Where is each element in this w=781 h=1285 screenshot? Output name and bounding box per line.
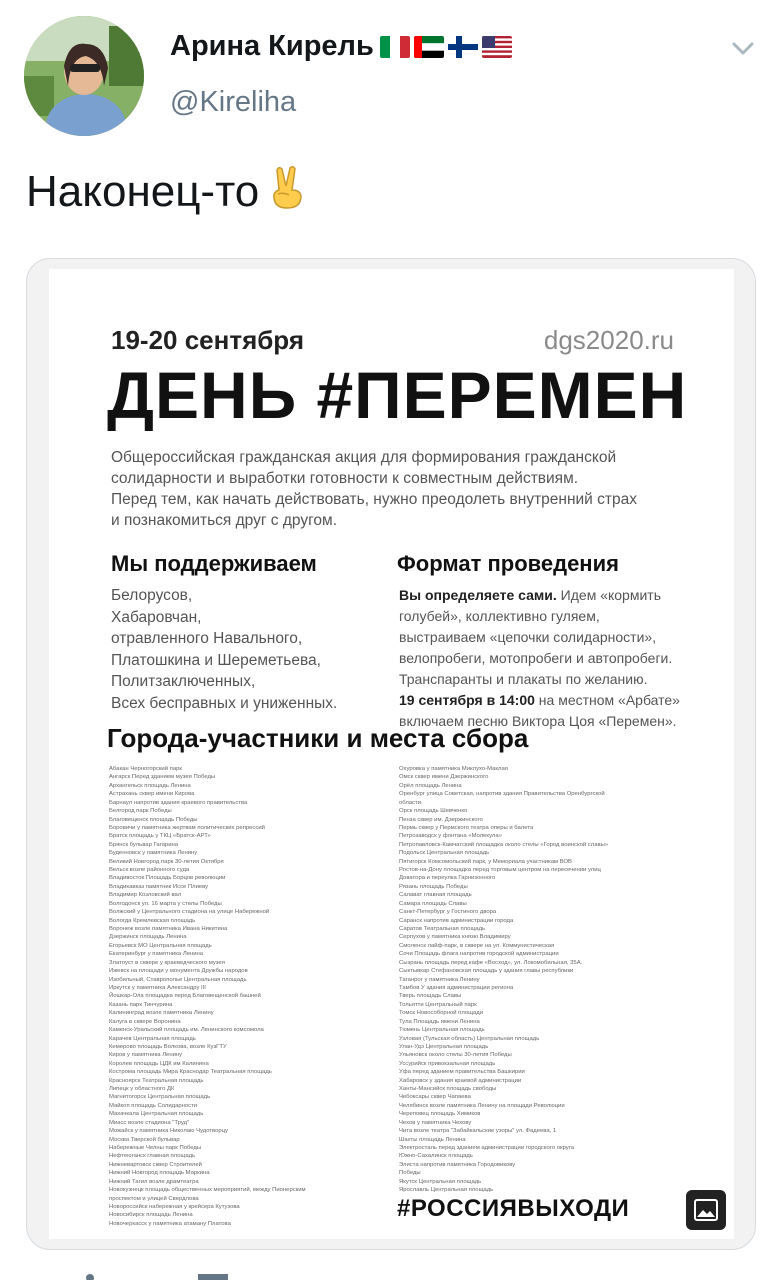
city-entry: Пятигорск Комсомольский парк, у Мемориала участникам ВОВ (399, 858, 572, 865)
city-entry: Уфа перед зданием правительства Башкирии (399, 1069, 525, 1076)
poster-date: 19-20 сентября (111, 325, 305, 355)
city-entry: Ангарск Перед зданием музея Победы (109, 774, 216, 781)
city-entry: проспектом и улицей Свердлова (109, 1195, 199, 1202)
poster-hashtag: #РОССИЯВЫХОДИ (397, 1195, 630, 1222)
format-time: 19 сентября в 14:00 (399, 692, 535, 708)
city-entry: Смоленск лайф-парк, в сквере на ул. Коммунистическая (399, 942, 555, 949)
city-entry: Нижневартовск сквер Строителей (109, 1161, 202, 1168)
name-row (170, 30, 512, 63)
support-item: Политзаключенных, (111, 673, 256, 690)
city-entry: Санкт-Петербург у Гостиного двора (399, 909, 497, 916)
poster-image (49, 269, 734, 1239)
city-entry: Улан-Удэ Центральная площадь (399, 1043, 489, 1050)
city-entry: Пермь сквер у Пермского театра оперы и балета (399, 824, 534, 831)
city-entry: Вологда Кремлевская площадь (109, 917, 196, 924)
city-entry: Салават главная площадь (399, 892, 472, 899)
city-entry: Петропавловск-Камчатский площадка около стелы «Город воинской славы» (399, 841, 609, 848)
city-entry: Москва Тверской бульвар (109, 1136, 180, 1143)
city-entry: Великий Новгород парк 30-летия Октября (109, 858, 224, 865)
city-entry: Новокузнецк площадь общественных мероприятий, между Пионерским (109, 1187, 306, 1194)
format-line: Транспаранты и плакаты по желанию. (399, 671, 648, 687)
support-title: Мы поддерживаем (111, 551, 317, 576)
city-entry: Киров у памятника Ленину (109, 1052, 183, 1059)
format-line (399, 690, 699, 711)
tweet-header (0, 0, 781, 150)
city-entry: Архангельск площадь Ленина (109, 782, 191, 789)
usa-flag-icon (482, 36, 512, 58)
city-entry: Владимир Козловский вал (109, 892, 182, 899)
retweet-icon (198, 1274, 228, 1280)
city-entry: Вельск возле районного суда (109, 867, 190, 874)
city-entry: Новочеркасск у памятника атаману Платова (109, 1220, 231, 1227)
city-entry: Королев площадь ЦДК им Калинина (109, 1060, 209, 1067)
media-card[interactable] (26, 258, 756, 1250)
support-item: отравленного Навального, (111, 630, 303, 647)
support-item: Всех бесправных и униженных. (111, 694, 338, 712)
city-entry: Кострома площадь Мира Краснодар Театральная площадь (109, 1069, 272, 1076)
city-entry: Майкоп площадь Солидарности (109, 1102, 198, 1109)
intro-line: и познакомиться друг с другом. (111, 512, 337, 529)
city-entry: Тверь площадь Славы (399, 993, 462, 1000)
format-line: голубей», коллективно гуляем, (399, 608, 600, 624)
intro-line: Перед тем, как начать действовать, нужно преодолеть внутренний страх (111, 491, 637, 508)
format-text (399, 585, 699, 732)
city-entry: Омск сквер имени Дзержинского (399, 774, 489, 781)
city-entry: Калуга в сквере Воронина (109, 1018, 181, 1025)
city-entry: Изобильный, Ставрополье Центральная площадь (109, 976, 247, 983)
poster-site: dgs2020.ru (543, 325, 674, 355)
user-handle[interactable]: @Kireliha (170, 86, 297, 118)
format-line: включаем песню Виктора Цоя «Перемен». (399, 713, 677, 729)
city-entry: Ханты-Мансийск площадь свободы (399, 1086, 497, 1093)
city-entry: Благовещенск площадь Победы (109, 816, 198, 823)
city-entry: области. (399, 799, 423, 806)
city-entry: Тольятти Центральный парк (399, 1001, 477, 1008)
city-entry: Ростов-на-Дону площадка перед торговым центром на пересечении улиц (399, 867, 601, 874)
reply-icon (86, 1274, 94, 1280)
uae-flag-icon (414, 36, 444, 58)
city-entry: Волжский у Центрального стадиона на улице Набережной (109, 909, 270, 916)
image-icon[interactable] (686, 1190, 726, 1230)
tweet-text (26, 164, 307, 220)
city-entry: Владивосток Площадь Борцов революции (109, 875, 226, 882)
city-entry: Новосибирск площадь Ленина (109, 1212, 193, 1219)
city-entry: Охуровка у памятника Миклухо-Маклая (399, 766, 508, 772)
city-entry: Ульяновск около стелы 30-летия Победы (399, 1052, 512, 1059)
cities-title: Города-участники и места сбора (107, 723, 529, 753)
tweet-body: Наконец-то (26, 167, 260, 216)
city-entry: Ижевск на площади у монумента Дружбы народов (109, 968, 248, 975)
city-entry: Магнитогорск Центральная площадь (109, 1094, 211, 1101)
city-entry: Сыктывкар Стефановская площадь у здания главы республики (399, 968, 574, 975)
city-entry: Астрахань сквер имени Кирова (109, 791, 195, 798)
city-entry: Сочи Площадь флага напротив городской администрации (399, 951, 559, 958)
city-entry: Миасс возле стадиона "Труд" (109, 1119, 190, 1126)
cities-left (109, 765, 379, 1228)
tweet-actions (0, 1262, 781, 1280)
chevron-down-icon[interactable] (728, 36, 758, 60)
city-entry: Чита возле театра "Забайкальские узоры" ул. Фадеева, 1 (399, 1128, 557, 1135)
city-entry: Владикавказ памятник Иссе Плиеву (109, 883, 209, 890)
city-entry: Боровичи у памятника жертвам политических репрессий (109, 824, 265, 831)
city-entry: Шахты площадь Ленина (399, 1136, 466, 1143)
city-entry: Дзержинск площадь Ленина (109, 934, 187, 941)
intro-line: Общероссийская гражданская акция для формирования гражданской (111, 449, 617, 466)
poster-intro (111, 447, 691, 531)
city-entry: Барнаул напротив здания краевого правительства (109, 799, 248, 806)
city-entry: Таганрог у памятника Ленину (399, 976, 480, 983)
cities-right (399, 765, 689, 1195)
city-entry: Набережные Челны парк Победы (109, 1144, 202, 1151)
support-item: Платошкина и Шереметьева, (111, 651, 321, 669)
city-entry: Чехов у памятника Чехову (399, 1119, 472, 1126)
city-entry: Братск площадь у ТКЦ «Братск-АРТ» (109, 833, 211, 840)
city-entry: Серпухов у памятника князю Владимиру (399, 934, 511, 941)
city-entry: Брянск бульвар Гагарина (109, 841, 179, 848)
city-entry: Рязань площадь Победы (399, 883, 468, 890)
city-entry: Элиста напротив памятника Городовикову (399, 1161, 516, 1168)
format-bold: Вы определяете сами. (399, 587, 557, 603)
display-name[interactable]: Арина Кирель (170, 30, 374, 62)
city-entry: Иркутск у памятника Александру III (109, 984, 206, 991)
city-entry: Якутск Центральная площадь (399, 1178, 482, 1185)
support-item: Белорусов, (111, 587, 193, 604)
city-entry: Нефтеюганск главная площадь (109, 1153, 196, 1160)
city-entry: Белгород парк Победы (109, 808, 172, 815)
city-entry: Электросталь перед зданием администрации городского округа (399, 1144, 575, 1151)
format-line (399, 585, 699, 606)
city-entry: Екатеринбург у памятника Ленина (109, 951, 204, 958)
city-entry: Орёл площадь Ленина (399, 782, 462, 789)
city-entry: Челябинск возле памятника Ленину на площади Революции (399, 1102, 565, 1109)
city-entry: Воронеж возле памятника Ивана Никитина (109, 926, 228, 933)
city-entry: Можайск у памятника Николаю Чудотворцу (109, 1128, 228, 1135)
city-entry: Тамбов У здания администрации региона (399, 984, 514, 991)
city-entry: Златоуст в сквере у краеведческого музея (109, 959, 225, 966)
poster-headline: ДЕНЬ #ПЕРЕМЕН (107, 358, 688, 432)
city-entry: Новороссийск набережная у крейсера Кутузова (109, 1203, 240, 1210)
avatar[interactable] (24, 16, 144, 136)
city-entry: Южно-Сахалинск площадь (399, 1153, 473, 1160)
finland-flag-icon (448, 36, 478, 58)
city-entry: Уссурийск привокзальная площадь (399, 1060, 496, 1067)
city-entry: Нижний Новгород площадь Маркина (109, 1170, 210, 1177)
city-entry: Доватора и переулка Гарнизонного (399, 875, 496, 882)
city-entry: Хабаровск у здания краевой администрации (399, 1077, 522, 1084)
support-item: Хабаровчан, (111, 608, 202, 626)
city-entry: Нижний Тагил возле драмтеатра (109, 1178, 199, 1185)
city-entry: Красноярск Театральная площадь (109, 1077, 204, 1084)
city-entry: Буденновск у памятника Ленину (109, 850, 198, 857)
city-entry: Подольск Центральная площадь (399, 850, 490, 857)
city-entry: Тюмень Центральная площадь (399, 1027, 485, 1034)
city-entry: Йошкар-Ола площадка перед Благовещенской башней (109, 993, 261, 1000)
city-entry: Пенза сквер им. Дзержинского (399, 816, 483, 823)
city-entry: Самара площадь Славы (399, 900, 467, 907)
city-entry: Победы (399, 1170, 421, 1177)
flags (380, 36, 512, 58)
city-entry: Оренбург улица Советская, напротив здания Правительства Оренбургской (399, 791, 605, 798)
format-time-rest: на местном «Арбате» (534, 692, 680, 708)
city-entry: Саратов Театральная площадь (399, 926, 486, 933)
city-entry: Калининград возле памятника Ленину (109, 1010, 214, 1017)
format-line: выстраиваем «цепочки солидарности», (399, 629, 657, 645)
city-entry: Махачкала Центральная площадь (109, 1111, 204, 1118)
city-entry: Томск Новособорной площади (399, 1010, 483, 1017)
format-line: велопробеги, мотопробеги и автопробеги. (399, 650, 673, 666)
city-entry: Егорьевск МО Центральная площадь (109, 942, 212, 949)
format-line-rest: Идем «кормить (556, 587, 661, 603)
support-list (111, 585, 337, 714)
city-entry: Орск площадь Шевченко (399, 808, 468, 815)
city-entry: Саранск напротив администрации города (399, 917, 514, 924)
city-entry: Сызрань площадь перед кафе «Восход», ул. Локомобильная, 35А. (399, 959, 583, 966)
city-entry: Ярославль Центральная площадь (399, 1187, 494, 1194)
city-entry: Казань парк Тинчурина (109, 1001, 173, 1008)
city-entry: Кемерово площадь Волкова, возле КузГТУ (109, 1043, 227, 1050)
city-entry: Каменск-Уральский площадь им. Ленинского комсомола (109, 1027, 264, 1034)
victory-hand-icon (267, 164, 307, 220)
city-entry: Чебоксары сквер Чапаева (399, 1094, 471, 1101)
city-entry: Липецк у областного ДК (109, 1086, 175, 1093)
format-title: Формат проведения (397, 551, 619, 576)
intro-line: солидарности и выработки готовности к совместным действиям. (111, 470, 579, 487)
city-entry: Петрозаводск у фонтана «Молекула» (399, 833, 502, 840)
city-entry: Череповец площадь Химиков (399, 1111, 481, 1118)
city-entry: Волгодонск ул. 16 марта у стелы Победы (109, 900, 222, 907)
city-entry: Узловая (Тульская область) Центральная площадь (399, 1035, 540, 1042)
city-entry: Тула Площадь имени Ленина (399, 1018, 480, 1025)
city-entry: Абакан Черногорский парк (109, 766, 182, 772)
city-entry: Карачев Центральная площадь (109, 1035, 196, 1042)
italy-flag-icon (380, 36, 410, 58)
